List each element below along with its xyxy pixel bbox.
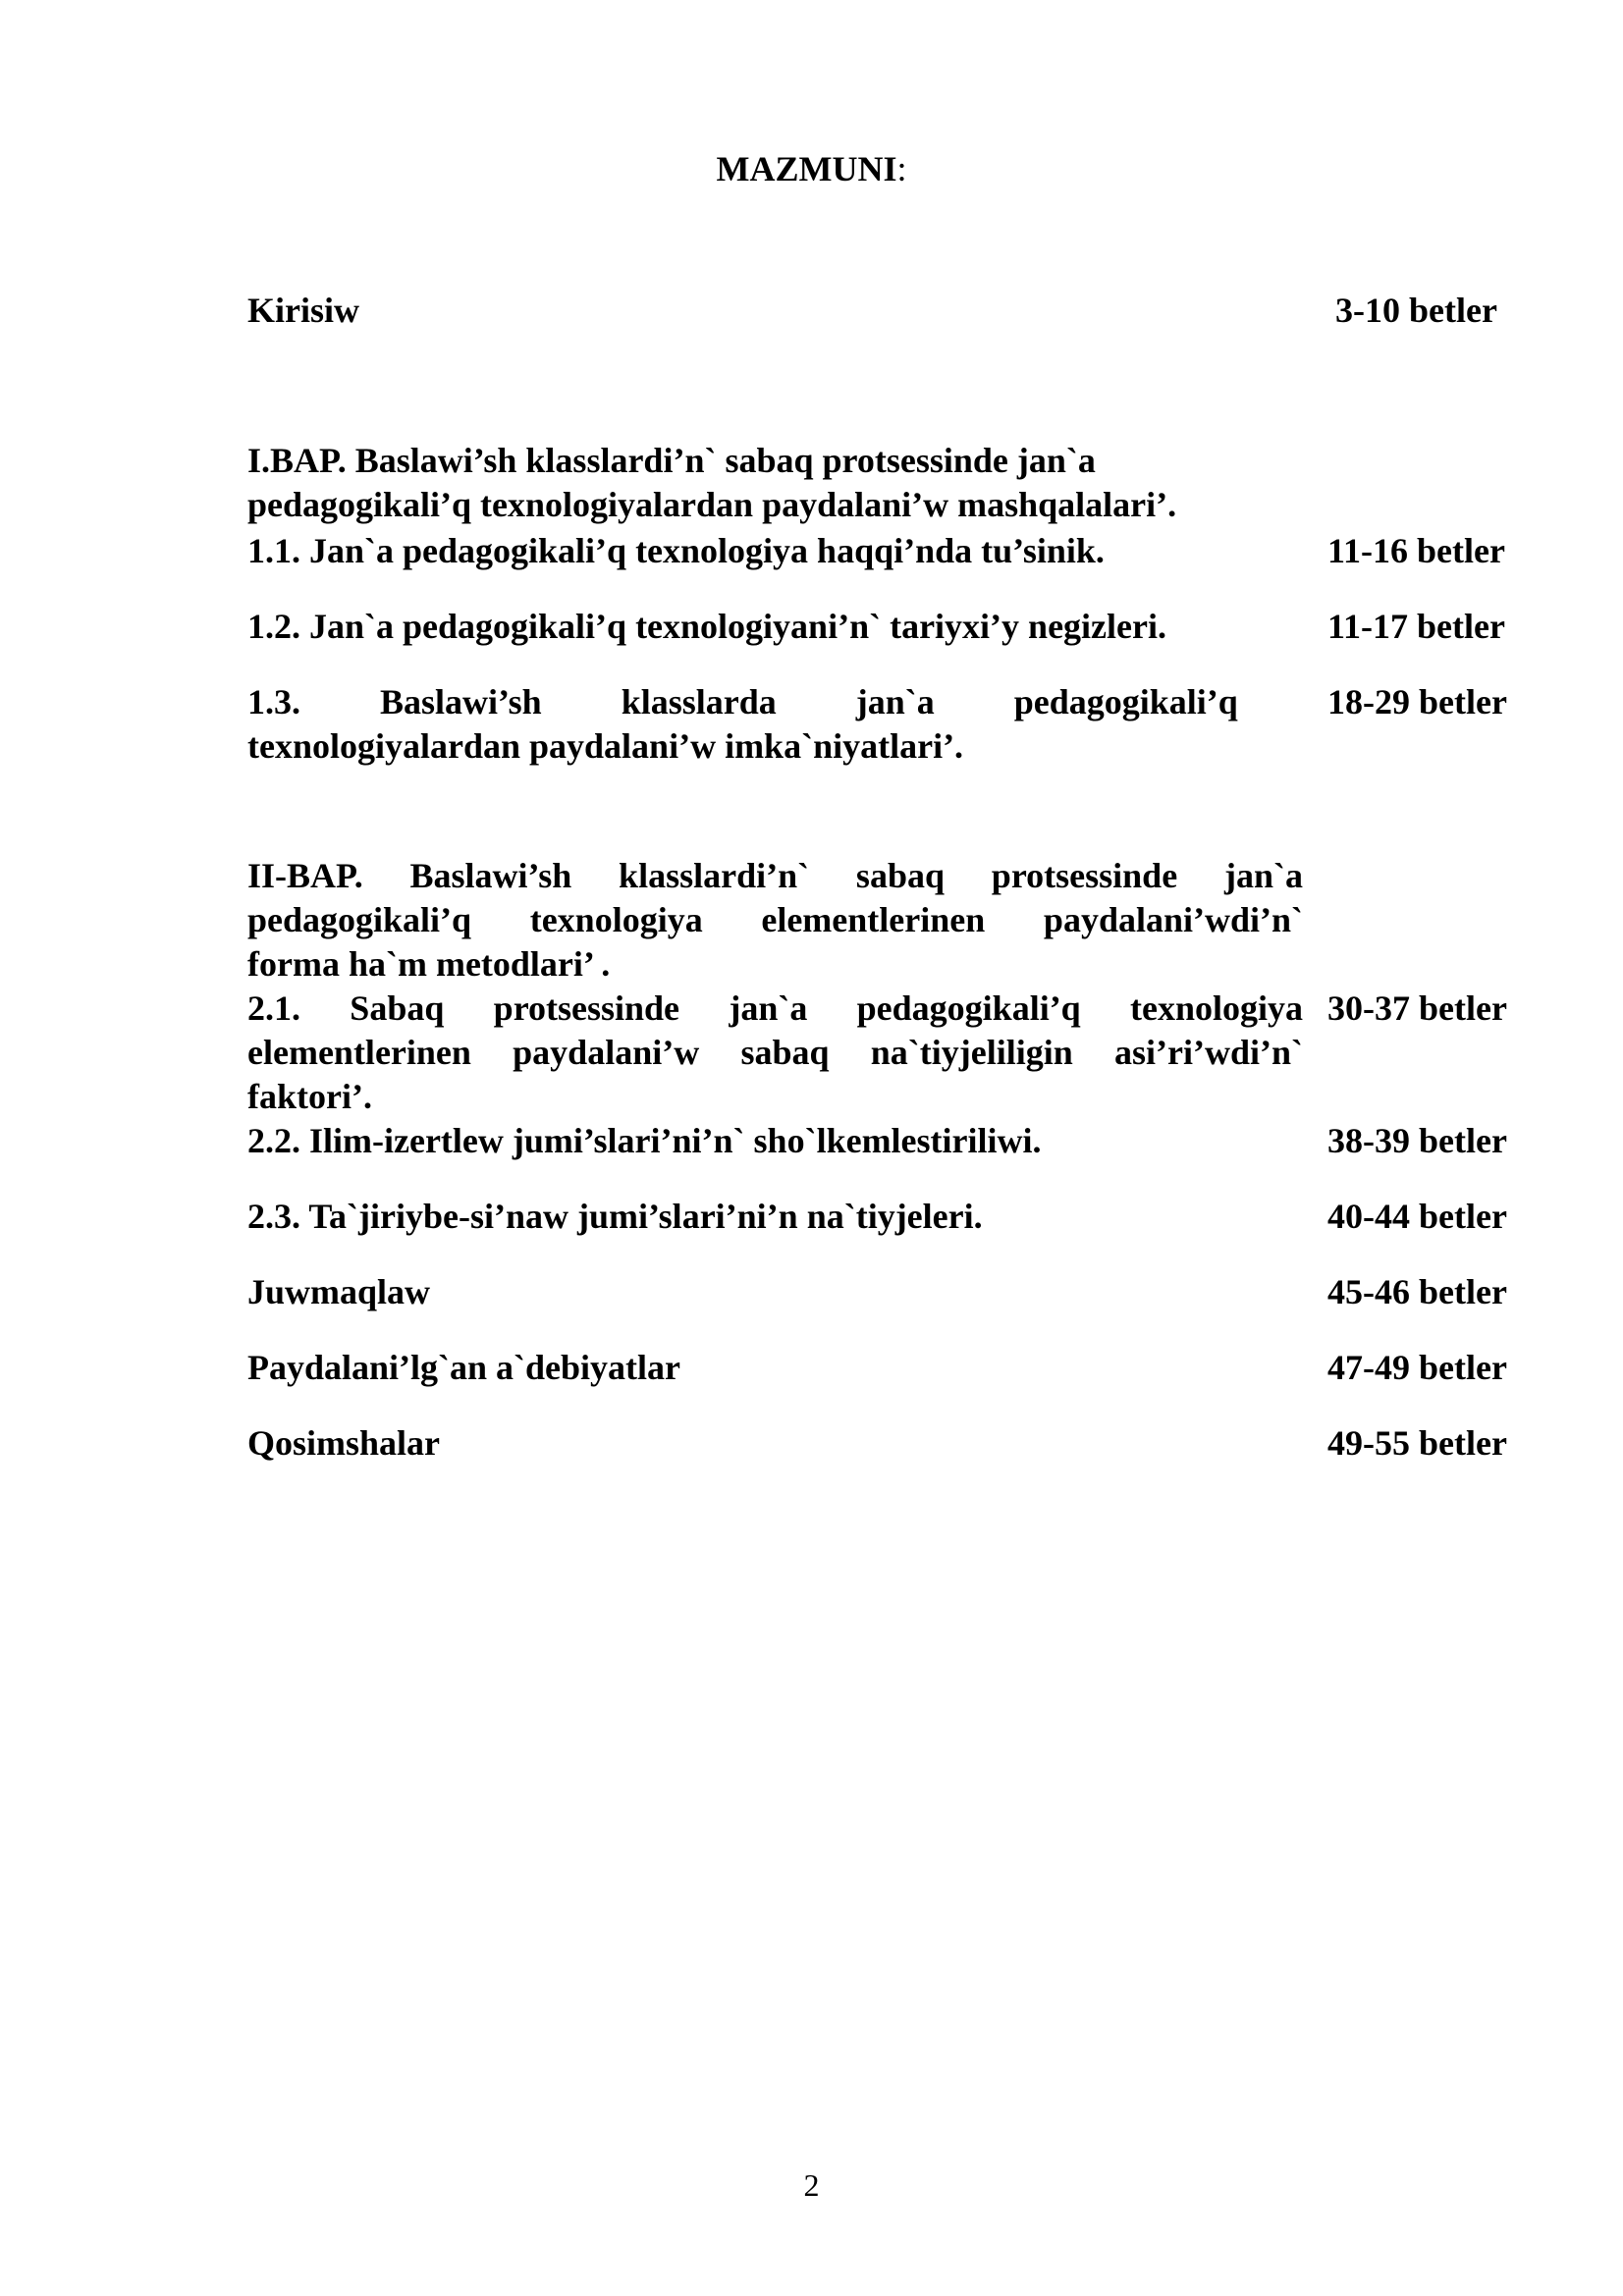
toc-entry-pages: 3-10 betler <box>1335 291 1497 330</box>
toc-entry-text: 1.2. Jan`a pedagogikali’q texnologiyani’n` tariyxi’y negizleri. <box>247 607 1166 646</box>
toc-entry-text: 2.3. Ta`jiriybe-si’naw jumi’slari’ni’n na`tiyjeleri. <box>247 1197 983 1236</box>
toc-entry-pages: 11-16 betler <box>1327 531 1505 570</box>
chapter-2-heading-line-1: II-BAP. Baslawi’sh klasslardi’n` sabaq protsessinde jan`a <box>247 856 1303 895</box>
toc-entry-pages: 47-49 betler <box>1327 1348 1507 1387</box>
toc-entry-pages: 30-37 betler <box>1327 988 1507 1028</box>
toc-entry-line-1: 2.1. Sabaq protsessinde jan`a pedagogikali’q texnologiya <box>247 988 1303 1028</box>
toc-entry-text: Qosimshalar <box>247 1423 441 1463</box>
toc-entry-line-2: elementlerinen paydalani’w sabaq na`tiyjeliligin asi’ri’wdi’n` <box>247 1033 1303 1072</box>
toc-entry-text: 1.1. Jan`a pedagogikali’q texnologiya haqqi’nda tu’sinik. <box>247 531 1105 570</box>
toc-entry-text: 2.2. Ilim-izertlew jumi’slari’ni’n` sho`lkemlestiriliwi. <box>247 1121 1042 1160</box>
page-title <box>0 149 1623 188</box>
chapter-1-heading-line-1: I.BAP. Baslawi’sh klasslardi’n` sabaq protsessinde jan`a <box>247 441 1096 480</box>
toc-entry-pages: 45-46 betler <box>1327 1272 1507 1311</box>
toc-entry-text: Paydalani’lg`an a`debiyatlar <box>247 1348 681 1387</box>
toc-entry-pages: 40-44 betler <box>1327 1197 1507 1236</box>
toc-entry-pages: 38-39 betler <box>1327 1121 1507 1160</box>
title-colon: : <box>896 149 907 188</box>
toc-entry-line-2: texnologiyalardan paydalani’w imka`niyatlari’. <box>247 726 964 766</box>
toc-entry-text: Kirisiw <box>247 291 359 330</box>
toc-entry-line-1: 1.3. Baslawi’sh klasslarda jan`a pedagogikali’q <box>247 682 1238 721</box>
toc-entry-line-3: faktori’. <box>247 1077 372 1116</box>
toc-entry-pages: 11-17 betler <box>1327 607 1505 646</box>
toc-entry-text: Juwmaqlaw <box>247 1272 431 1311</box>
chapter-1-heading-line-2: pedagogikali’q texnologiyalardan paydalani’w mashqalalari’. <box>247 485 1177 524</box>
toc-entry-pages: 49-55 betler <box>1327 1423 1507 1463</box>
page-number: 2 <box>803 2167 820 2203</box>
chapter-2-heading-line-2: pedagogikali’q texnologiya elementlerinen paydalani’wdi’n` <box>247 900 1303 939</box>
toc-entry-pages: 18-29 betler <box>1327 682 1507 721</box>
chapter-2-heading-line-3: forma ha`m metodlari’ . <box>247 944 611 984</box>
title-text: MAZMUNI <box>716 149 897 188</box>
